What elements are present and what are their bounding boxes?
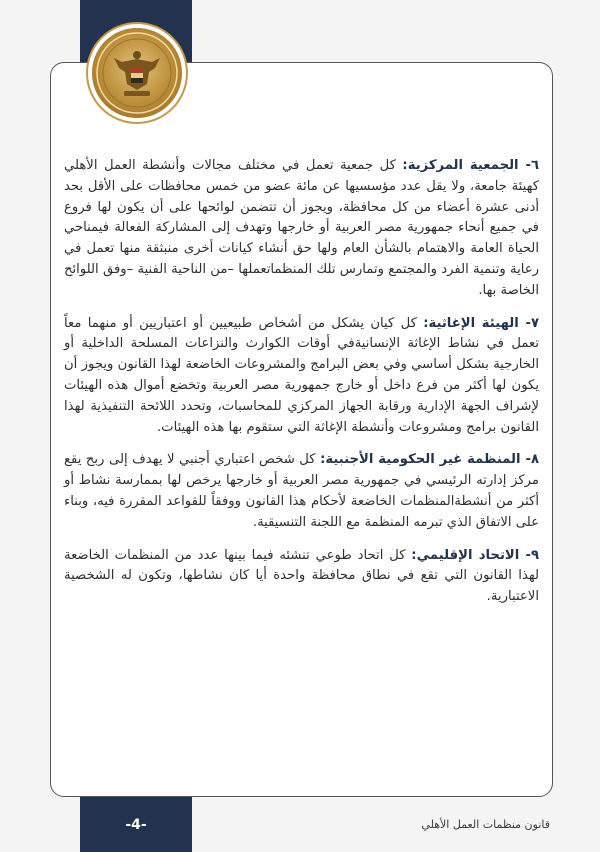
document-body — [64, 156, 539, 620]
paragraph-central-association — [64, 156, 539, 302]
egypt-eagle-seal-icon — [92, 28, 182, 118]
text-foreign-ngo: كل شخص اعتباري أجنبي لا يهدف إلى ربح يقع مركز إدارته الرئيسي في جمهورية مصر العربية أو خارجها يرخص لها بممارسة نشاط أو أكثر من أنشطةالمنظمات الخاضعة لأحكام هذا القانون ووفقاً للقواعد المقررة فيه، وبناء على الاتفاق الذي تبرمه المنظمة مع اللجنة التنسيقية. — [64, 452, 539, 530]
paragraph-regional-union — [64, 546, 539, 608]
term-regional-union: ٩- الاتحاد الإقليمي: — [411, 547, 539, 563]
page-number: -4- — [125, 816, 147, 833]
document-title-footer: قانون منظمات العمل الأهلي — [421, 818, 550, 831]
page-number-tab — [80, 797, 192, 852]
paragraph-relief-organization — [64, 314, 539, 439]
text-central-association: كل جمعية تعمل في مختلف مجالات وأنشطة العمل الأهلي كهيئة جامعة، ولا يقل عدد مؤسسيها عن مائة عضو من خمس محافظات على الأقل بحد أدنى عشرة أعضاء من كل محافظة، ويجوز أن تتضمن لوائحها على أن يكون لها فروع في جميع أنحاء جمهورية مصر العربية أو خارجها وتهدف إلى المشاركة الفعالة فيمناحي الحياة العامة والاهتمام بالشأن العام ولها حق أنشاء كيانات أخرى منبثقة منها تعمل في رعاية وتنمية الفرد والمجتمع وتمارس تلك المنظماتعملها –من الناحية الفنية –وفق اللوائح الخاصة بها. — [64, 158, 539, 298]
text-relief-organization: كل كيان يشكل من أشخاص طبيعيين أو اعتباريين أو منهما معاً تعمل في نشاط الإغاثة الإنسانيةفي أوقات الكوارث والنزاعات المسلحة الداخلية أو الخارجية بشكل أساسي وفي بعض البرامج والمشروعات الخاضعة لهذا القانون ويجوز أن يكون لها أكثر من فرع داخل أو خارج جمهورية مصر العربية وتخضع أموال هذه الهيئات لإشراف الجهة الإدارية ورقابة الجهاز المركزي للمحاسبات، وتحدد اللائحة التنفيذية لهذا القانون برامج ومشروعات وأنشطة الإغاثة التي ستقوم بها هذه الهيئات. — [64, 315, 539, 435]
term-foreign-ngo: ٨- المنظمة غير الحكومية الأجنبية: — [320, 452, 539, 468]
term-relief-organization: ٧- الهيئة الإغاثية: — [423, 315, 539, 331]
text-regional-union: كل اتحاد طوعي تنشئه فيما بينها عدد من المنظمات الخاضعة لهذا القانون التي تقع في نطاق محافظة واحدة أيا كان نشاطها، وتكون له الشخصية الاعتبارية. — [64, 547, 539, 605]
paragraph-foreign-ngo — [64, 450, 539, 533]
term-central-association: ٦- الجمعية المركزية: — [402, 158, 539, 173]
